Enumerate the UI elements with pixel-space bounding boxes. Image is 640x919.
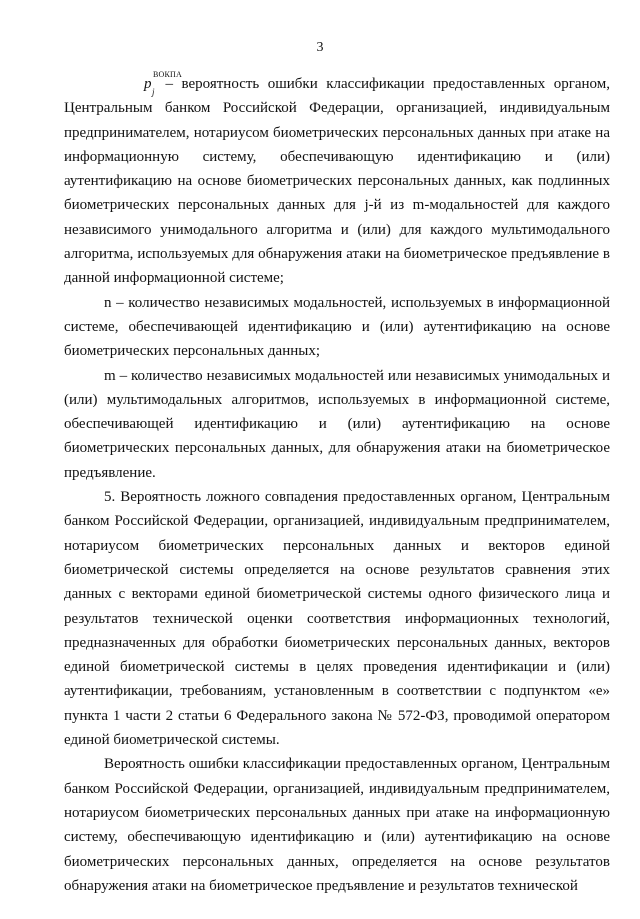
document-body xyxy=(64,72,610,898)
paragraph-classification-error: Вероятность ошибки классификации предоставленных органом, Центральным банком Российской Федерации, организацией, индивидуальным предпринимателем, нотариусом биометрических персональных данных при атаке на информационную систему, обеспечивающую идентификацию и (или) аутентификацию на основе биометрических персональных данных, определяется на основе результатов обнаружения атаки на биометрическое предъявление и результатов технической xyxy=(64,756,610,894)
page-number: 3 xyxy=(316,40,324,55)
formula-superscript: ВОКПА xyxy=(153,70,183,79)
formula-letter: p xyxy=(144,76,152,92)
formula-subscript: j xyxy=(152,87,155,97)
probability-symbol xyxy=(104,70,183,97)
paragraph-m-definition: m – количество независимых модальностей или независимых унимодальных и (или) мультимодальных алгоритмов, используемых в информационной системе, обеспечивающей идентификацию и (или) аутентификацию на основе биометрических персональных данных, для обнаружения атаки на биометрическое предъявление. xyxy=(64,367,610,481)
paragraph-item-5: 5. Вероятность ложного совпадения предоставленных органом, Центральным банком Российской Федерации, организацией, индивидуальным предпринимателем, нотариусом биометрических персональных данных и векторов единой биометрической системы определяется на основе результатов сравнения этих данных с векторами единой биометрической системы одного физического лица и результатов технической оценки соответствия информационных технологий, предназначенных для обработки биометрических персональных данных, векторов единой биометрической системы в целях проведения идентификации и (или) аутентификации, требованиям, установленным в соответствии с подпунктом «е» пункта 1 части 2 статьи 6 Федерального закона № 572-ФЗ, проводимой оператором единой биометрической системы. xyxy=(64,489,610,749)
paragraph-n-definition: n – количество независимых модальностей, используемых в информационной системе, обеспечивающей идентификацию и (или) аутентификацию на основе биометрических персональных данных; xyxy=(64,294,610,360)
paragraph-text: – вероятность ошибки классификации предоставленных органом, Центральным банком Российской Федерации, организацией, индивидуальным предпринимателем, нотариусом биометрических персональных данных при атаке на информационную систему, обеспечивающую идентификацию и (или) аутентификацию на основе биометрических персональных данных, как подлинных биометрических персональных данных для j-й из m-модальностей для каждого независимого унимодального алгоритма и (или) для каждого мультимодального алгоритма, используемых для обнаружения атаки на биометрическое предъявление в данной информационной системе; xyxy=(64,76,610,287)
paragraph-formula-definition xyxy=(64,72,610,291)
